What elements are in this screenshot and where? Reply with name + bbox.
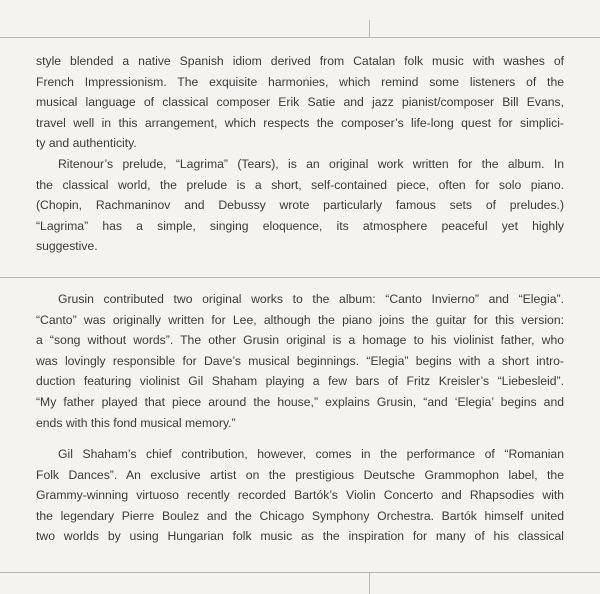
text-line: travel well in this arrangement, which respects the composer’s life-long quest for simplici- bbox=[36, 115, 564, 130]
top-rule bbox=[0, 37, 600, 38]
text-line: a “song without words”. The other Grusin original is a homage to his violinist father, who bbox=[36, 333, 564, 348]
text-line: Ritenour’s prelude, “Lagrima” (Tears), is an original work written for the album. In bbox=[58, 157, 564, 171]
text-line: Folk Dances”. An exclusive artist on the prestigious Deutsche Grammophon label, the bbox=[36, 467, 564, 482]
text-line: Gil Shaham’s chief contribution, however, comes in the performance of “Romanian bbox=[58, 447, 564, 461]
text-line: style blended a native Spanish idiom derived from Catalan folk music with washes of bbox=[36, 54, 564, 68]
middle-rule bbox=[0, 277, 600, 278]
text-line: Grammy-winning virtuoso recently recorded Bartók’s Violin Concerto and Rhapsodies with bbox=[36, 488, 564, 503]
text-line: the classical world, the prelude is a short, self-contained piece, often for solo piano. bbox=[36, 177, 564, 192]
bottom-corner-rule bbox=[369, 572, 370, 594]
text-line: French Impressionism. The exquisite harmonies, which remind some listeners of the bbox=[36, 74, 564, 89]
text-line: “Canto” was originally written for Lee, although the piano joins the guitar for this version: bbox=[36, 312, 564, 327]
paragraph-shaham bbox=[36, 444, 564, 547]
text-line: (Chopin, Rachmaninov and Debussy wrote particularly famous sets of preludes.) bbox=[36, 198, 564, 213]
text-line: “My father played that piece around the house,” explains Grusin, “and ‘Elegia’ begins and bbox=[36, 394, 564, 409]
text-line: musical language of classical composer Erik Satie and jazz pianist/composer Bill Evans, bbox=[36, 95, 564, 110]
text-line: duction featuring violinist Gil Shaham playing a few bars of Fritz Kreisler’s “Liebesleid”. bbox=[36, 374, 564, 389]
text-line: two worlds by using Hungarian folk music as the inspiration for many of his classical bbox=[36, 529, 564, 544]
text-line: “Lagrima” has a simple, singing eloquence, its atmosphere peaceful yet highly bbox=[36, 218, 564, 233]
text-line: suggestive. bbox=[36, 239, 98, 254]
paragraph-satie-evans bbox=[36, 51, 564, 154]
text-line: ends with this fond musical memory.” bbox=[36, 415, 236, 430]
text-line: ty and authenticity. bbox=[36, 136, 137, 151]
paragraph-lagrima bbox=[36, 154, 564, 257]
text-line: Grusin contributed two original works to the album: “Canto Invierno” and “Elegia”. bbox=[58, 292, 564, 306]
text-line: was lovingly responsible for Dave’s musical beginnings. “Elegia” begins with a short intro- bbox=[36, 353, 564, 368]
bottom-rule bbox=[0, 572, 600, 573]
text-line: the legendary Pierre Boulez and the Chicago Symphony Orchestra. Bartók himself united bbox=[36, 508, 564, 523]
paragraph-grusin bbox=[36, 289, 564, 433]
top-corner-rule bbox=[369, 20, 370, 38]
